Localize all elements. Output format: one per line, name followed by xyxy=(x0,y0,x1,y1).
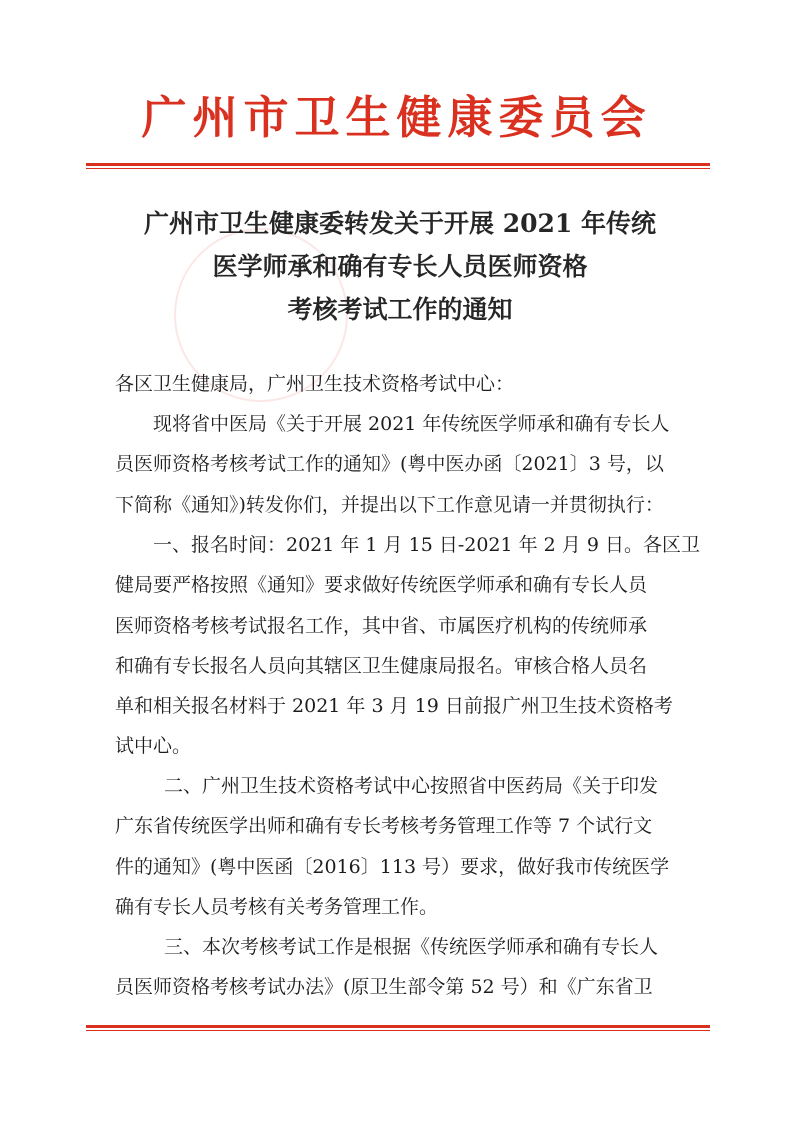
body-line: 二、广州卫生技术资格考试中心按照省中医药局《关于印发 xyxy=(164,775,659,797)
body-line: 健局要严格按照《通知》要求做好传统医学师承和确有专长人员 xyxy=(115,574,648,597)
title-line: 广州市卫生健康委转发关于开展 2021 年传统 xyxy=(144,209,656,238)
body-line: 和确有专长报名人员向其辖区卫生健康局报名。审核合格人员名 xyxy=(115,654,648,677)
footer-rule-thick xyxy=(86,1025,710,1028)
letterhead-org-name: 广州市卫生健康委员会 xyxy=(141,91,652,144)
title-line: 医学师承和确有专长人员医师资格 xyxy=(212,252,588,281)
salutation xyxy=(115,364,715,404)
body-line: 现将省中医局《关于开展 2021 年传统医学师承和确有专长人 xyxy=(153,413,670,435)
document-title xyxy=(100,202,700,331)
body-line: 员医师资格考核考试办法》(原卫生部令第 52 号）和《广东省卫 xyxy=(115,976,653,999)
item-3-paragraph xyxy=(115,927,715,1008)
letterhead-rule-thick xyxy=(86,163,710,166)
body-line: 一、报名时间：2021 年 1 月 15 日-2021 年 2 月 9 日。各区卫 xyxy=(153,534,700,556)
salutation-text: 各区卫生健康局，广州卫生技术资格考试中心： xyxy=(115,373,515,395)
body-line: 广东省传统医学出师和确有专长考核考务管理工作等 7 个试行文 xyxy=(115,815,653,838)
intro-paragraph xyxy=(115,404,715,525)
footer-rule-thin xyxy=(86,1030,710,1031)
body-line: 试中心。 xyxy=(115,735,192,758)
item-1-paragraph xyxy=(115,525,715,767)
body-line: 件的通知》(粤中医函〔2016〕113 号）要求，做好我市传统医学 xyxy=(115,855,670,878)
body-line: 医师资格考核考试报名工作，其中省、市属医疗机构的传统师承 xyxy=(115,614,648,637)
body-line: 三、本次考核考试工作是根据《传统医学师承和确有专长人 xyxy=(164,936,659,958)
body-line: 下简称《通知》)转发你们，并提出以下工作意见请一并贯彻执行： xyxy=(115,493,664,516)
body-line: 单和相关报名材料于 2021 年 3 月 19 日前报广州卫生技术资格考 xyxy=(115,695,673,718)
body-line: 确有专长人员考核有关考务管理工作。 xyxy=(115,895,439,918)
item-2-paragraph xyxy=(115,766,715,927)
letterhead-rule-thin xyxy=(86,168,710,169)
title-line: 考核考试工作的通知 xyxy=(287,295,513,324)
body-line: 员医师资格考核考试工作的通知》(粤中医办函〔2021〕3 号，以 xyxy=(115,453,664,476)
